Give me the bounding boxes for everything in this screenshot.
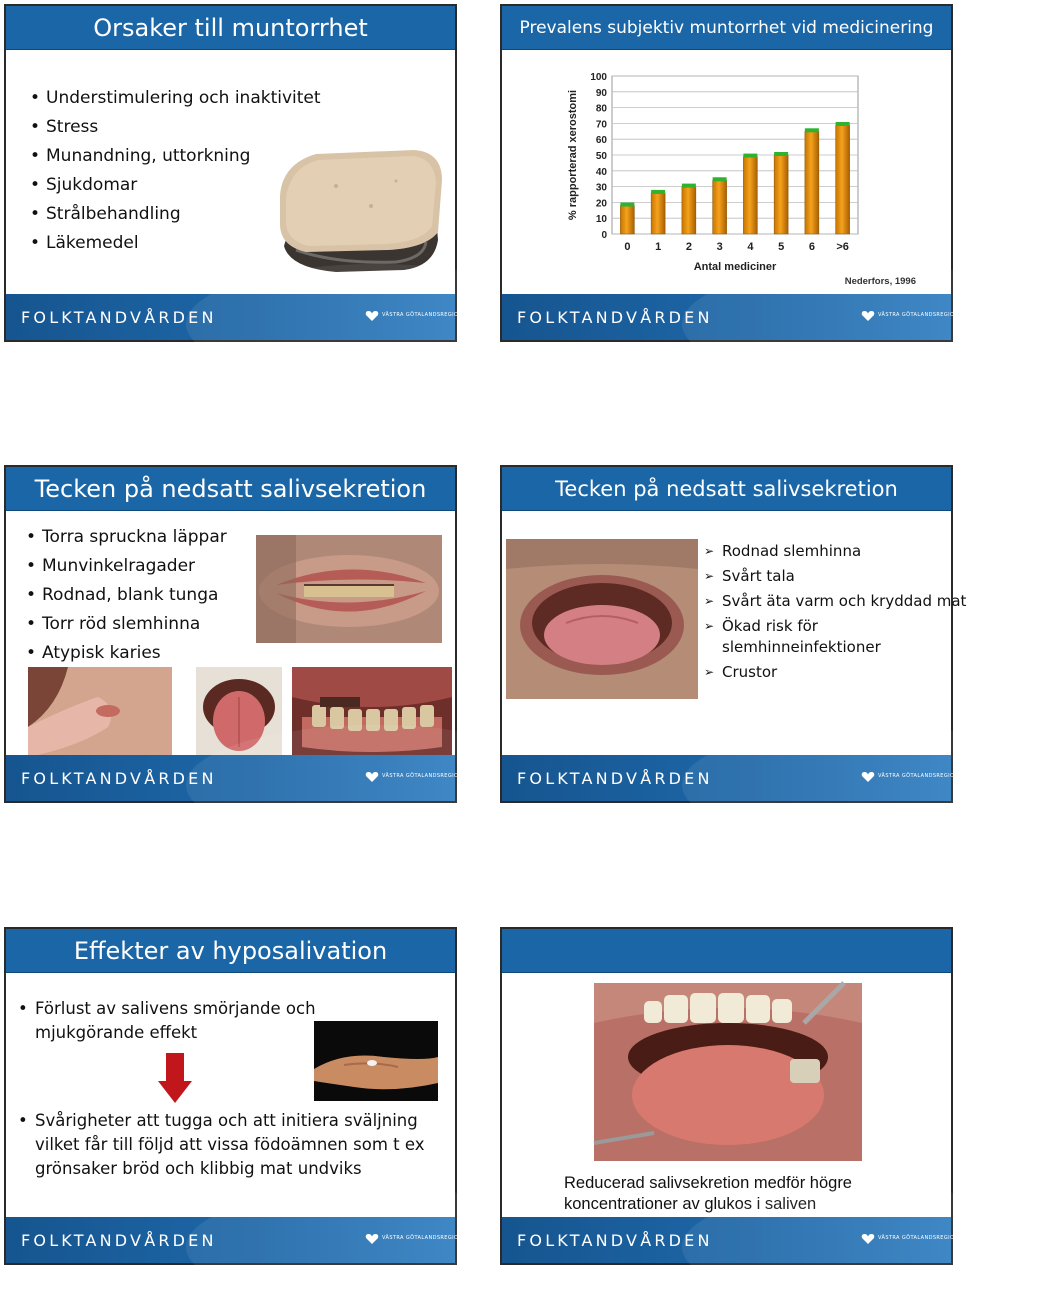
- list-item: • Munvinkelragader: [22, 552, 227, 581]
- region-logo: VÄSTRA GÖTALANDSREGIONEN: [365, 308, 445, 328]
- brand-logo: FOLKTANDVÅRDEN: [517, 1231, 713, 1250]
- effect-bullet-1: • Förlust av salivens smörjande och mjukgörande effekt: [18, 999, 316, 1042]
- x-tick-label: 0: [624, 241, 631, 253]
- bar: [651, 193, 665, 234]
- signs-list: [704, 541, 967, 687]
- heart-icon: [861, 1233, 875, 1245]
- list-item: • Understimulering och inaktivitet: [26, 84, 321, 113]
- y-tick-label: 70: [595, 119, 607, 131]
- reduced-saliva-mouth-photo: [594, 983, 862, 1161]
- list-item: • Stress: [26, 113, 321, 142]
- slide-footer: [502, 1217, 967, 1263]
- list-item: ➢ Crustor: [704, 662, 954, 683]
- dry-sponge-photo: [276, 146, 446, 276]
- bar-chart: [562, 66, 922, 291]
- list-item: ➢ Svårt tala: [704, 566, 954, 587]
- slide-footer: [6, 1217, 471, 1263]
- slide-footer: [502, 294, 967, 340]
- y-tick-label: 20: [595, 198, 607, 210]
- slide-title: [502, 929, 951, 973]
- heart-icon: [861, 310, 875, 322]
- y-tick-label: 90: [595, 87, 607, 99]
- brand-logo: FOLKTANDVÅRDEN: [21, 769, 217, 788]
- list-item: ➢ Svårt äta varm och kryddad mat: [704, 591, 954, 612]
- heart-icon: [365, 310, 379, 322]
- list-item: ➢ Ökad risk för slemhinneinfektioner: [704, 616, 894, 658]
- caption: Reducerad salivsekretion medför högre koncentrationer av glukos i saliven: [564, 1174, 852, 1213]
- bar-top: [774, 152, 788, 156]
- slide-footer: [502, 755, 967, 801]
- bar-top: [620, 203, 634, 207]
- y-tick-label: 30: [595, 182, 607, 194]
- bar: [682, 187, 696, 234]
- list-item: • Munandning, uttorkning: [26, 142, 321, 171]
- list-item: ➢ Rodnad slemhinna: [704, 541, 954, 562]
- list-item: • Strålbehandling: [26, 200, 321, 229]
- bar-top: [743, 154, 757, 158]
- bar: [620, 206, 634, 234]
- bar: [774, 155, 788, 234]
- bar-top: [651, 190, 665, 194]
- list-item: • Torra spruckna läppar: [22, 523, 227, 552]
- slide-causes: [4, 4, 471, 342]
- slide-effects: [4, 927, 471, 1265]
- bar: [805, 131, 819, 234]
- heart-icon: [365, 1233, 379, 1245]
- slide-prevalence-chart: [500, 4, 967, 342]
- region-logo: VÄSTRA GÖTALANDSREGIONEN: [365, 769, 445, 789]
- x-tick-label: 3: [716, 241, 723, 253]
- slide-title: Tecken på nedsatt salivsekretion: [502, 467, 951, 511]
- signs-list: [22, 523, 227, 668]
- brand-logo: FOLKTANDVÅRDEN: [517, 308, 713, 327]
- y-tick-label: 100: [590, 72, 607, 83]
- angular-cheilitis-photo: [28, 667, 172, 769]
- x-tick-label: 6: [808, 241, 815, 253]
- cracked-lips-photo: [256, 535, 442, 643]
- x-tick-label: >6: [836, 241, 849, 253]
- open-mouth-photo: [506, 539, 698, 699]
- y-tick-label: 0: [601, 230, 607, 241]
- y-tick-label: 10: [595, 214, 607, 226]
- slide-title: Orsaker till muntorrhet: [6, 6, 455, 50]
- region-logo: VÄSTRA GÖTALANDSREGIONEN: [861, 308, 941, 328]
- bar: [836, 125, 850, 234]
- bar-top: [713, 177, 727, 181]
- list-item: • Läkemedel: [26, 229, 321, 258]
- hand-with-pills-photo: [314, 1021, 438, 1101]
- brand-logo: FOLKTANDVÅRDEN: [517, 769, 713, 788]
- slide-glucose: [500, 927, 967, 1265]
- bar-top: [805, 128, 819, 132]
- bar-top: [836, 122, 850, 126]
- bar-top: [682, 184, 696, 188]
- region-logo: VÄSTRA GÖTALANDSREGIONEN: [861, 769, 941, 789]
- region-logo: VÄSTRA GÖTALANDSREGIONEN: [861, 1231, 941, 1251]
- list-item: • Sjukdomar: [26, 171, 321, 200]
- y-tick-label: 80: [595, 103, 607, 115]
- x-tick-label: 2: [685, 241, 692, 253]
- list-item: • Rodnad, blank tunga: [22, 581, 227, 610]
- brand-logo: FOLKTANDVÅRDEN: [21, 308, 217, 327]
- slide-signs-1: [4, 465, 471, 803]
- brand-logo: FOLKTANDVÅRDEN: [21, 1231, 217, 1250]
- bar: [713, 180, 727, 234]
- down-arrow-icon: [158, 1053, 192, 1103]
- x-tick-label: 4: [747, 241, 754, 253]
- bar: [743, 157, 757, 234]
- list-item: • Atypisk karies: [22, 639, 227, 668]
- region-logo: VÄSTRA GÖTALANDSREGIONEN: [365, 1231, 445, 1251]
- slide-footer: [6, 755, 471, 801]
- heart-icon: [365, 771, 379, 783]
- x-axis-label: Antal mediciner: [693, 261, 777, 273]
- heart-icon: [861, 771, 875, 783]
- source-note: Nederfors, 1996: [844, 276, 916, 287]
- y-tick-label: 50: [595, 151, 607, 162]
- x-tick-label: 5: [778, 241, 785, 253]
- slide-title: Prevalens subjektiv muntorrhet vid medicinering: [502, 6, 951, 50]
- list-item: • Torr röd slemhinna: [22, 610, 227, 639]
- x-tick-label: 1: [655, 241, 662, 253]
- y-tick-label: 40: [595, 166, 607, 178]
- slide-title: Tecken på nedsatt salivsekretion: [6, 467, 455, 511]
- slide-footer: [6, 294, 471, 340]
- effect-bullet-2: • Svårigheter att tugga och att initiera sväljning vilket får till följd att vissa födoämnen som t ex grönsaker bröd och klibbig mat undviks: [18, 1111, 425, 1178]
- slide-signs-2: [500, 465, 967, 803]
- y-tick-label: 60: [595, 135, 607, 147]
- slide-title: Effekter av hyposalivation: [6, 929, 455, 973]
- y-axis-label: % rapporterad xerostomi: [567, 89, 579, 221]
